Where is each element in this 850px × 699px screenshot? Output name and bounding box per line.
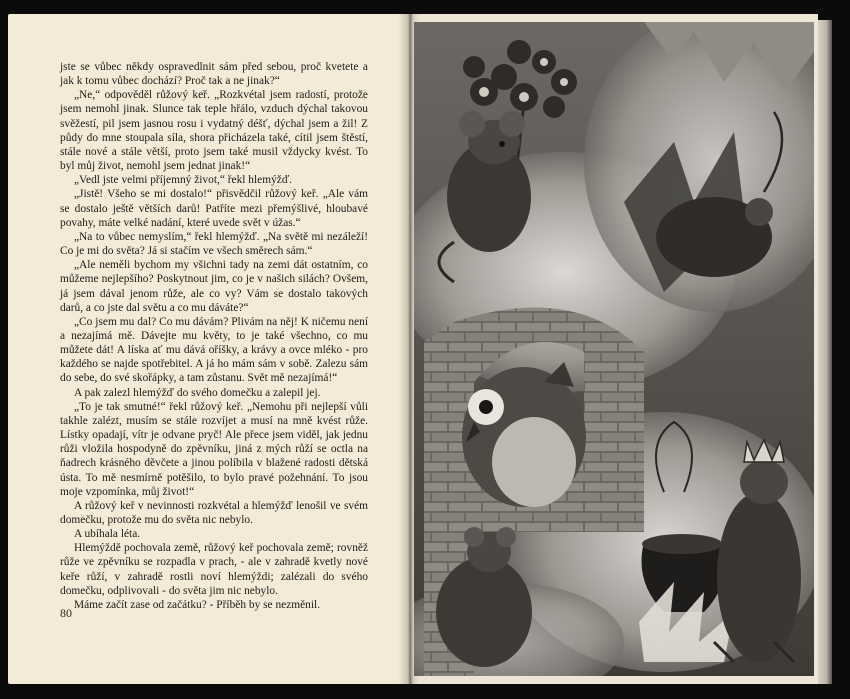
paragraph: jste se vůbec někdy ospravedlnit sám před sebou, proč kvetete a jak k tomu vůbec dochází? Proč tak a ne jinak?“ [60, 61, 368, 88]
paragraph: „Jistě! Všeho se mi dostalo!“ přisvědčil růžový keř. „Ale vám se dostalo ještě větších darů! Patříte mezi přemýšlivé, hloubavé povahy, máte velké nadání, které uvede svět v úžas.“ [60, 188, 368, 229]
paragraph: „Ne,“ odpověděl růžový keř. „Rozkvétal jsem radostí, protože jsem nemohl jinak. Slunce tak teple hřálo, vzduch dýchal takovou svěžestí, pil jsem jasnou rosu i vydatný déšť, dýchal jsem a žil! Z půdy do mne stoupala síla, shora přicházela také, cítil jsem štěstí, stále nové a stále větší, proto jsem také musil vždycky kvést. To byl můj život, nemohl jsem jednat jinak!“ [60, 89, 368, 173]
paragraph: „Co jsem mu dal? Co mu dávám? Plivám na něj! K ničemu není a nezajímá mě. Dávejte mu květy, to je také všechno, co mu můžete dát! A líska ať mu dává oříšky, a krávy a ovce mléko - pro každého se najde spotřebitel. A já ho mám sám v sobě. Zalezu sám do sebe, do své skořápky, a tam zůstanu. Svět mě nezajímá!“ [60, 315, 368, 385]
paragraph: „Ale neměli bychom my všichni tady na zemi dát ostatním, co můžeme nejlepšího? Poskytnout jim, co je v našich silách? Ovšem, já jsem dával jenom růže, ale co vy? Vám se dostalo takových darů, a co jste dal světu a co mu dáváte?“ [60, 259, 368, 314]
paragraph: A růžový keř v nevinnosti rozkvétal a hlemýžď lenošil ve svém domečku, protože mu do světa nic nebylo. [60, 499, 368, 526]
paragraph: „Vedl jste velmi příjemný život,“ řekl hlemýžď. [74, 174, 293, 187]
paragraph: Máme začít zase od začátku? - Příběh by se nezměnil. [74, 598, 321, 611]
paragraph: A pak zalezl hlemýžď do svého domečku a zalepil jej. [74, 386, 321, 399]
story-text [60, 60, 368, 612]
page-number: 80 [60, 606, 72, 620]
paragraph: A ubíhala léta. [74, 528, 141, 541]
illustration [414, 22, 814, 676]
page-edge [818, 20, 832, 684]
paragraph: Hlemýždě pochovala země, růžový keř pochovala země; rovněž růže ve zpěvníku se rozpadla v prach, - ale v zahradě kvetly nové keře růží, v zahradě rostli noví hlemýždi; zalézali do svého domečku, odplivovali - do světa jim nic nebylo. [60, 542, 368, 597]
paragraph: „To je tak smutné!“ řekl růžový keř. „Nemohu při nejlepší vůli takhle zalézt, musím se stále rozvíjet a musí na mně kvést růže. Lístky opadají, vítr je odvane pryč! Ale přece jsem viděl, jak jednu růži vložila hospodyně do zpěvníku, jiná z mých růží se octla na ňadrech krásného děvčete a jinou políbila v blažené radosti dětská ústa. To mě nesmírně potěšilo, to bylo pravé požehnání. To jsou moje vzpomínka, můj život!“ [60, 400, 368, 498]
paragraph: „Na to vůbec nemyslím,“ řekl hlemýžď. „Na světě mi nezáleží! Co je mi do světa? Já si stačím ve všech směrech sám.“ [60, 230, 368, 258]
